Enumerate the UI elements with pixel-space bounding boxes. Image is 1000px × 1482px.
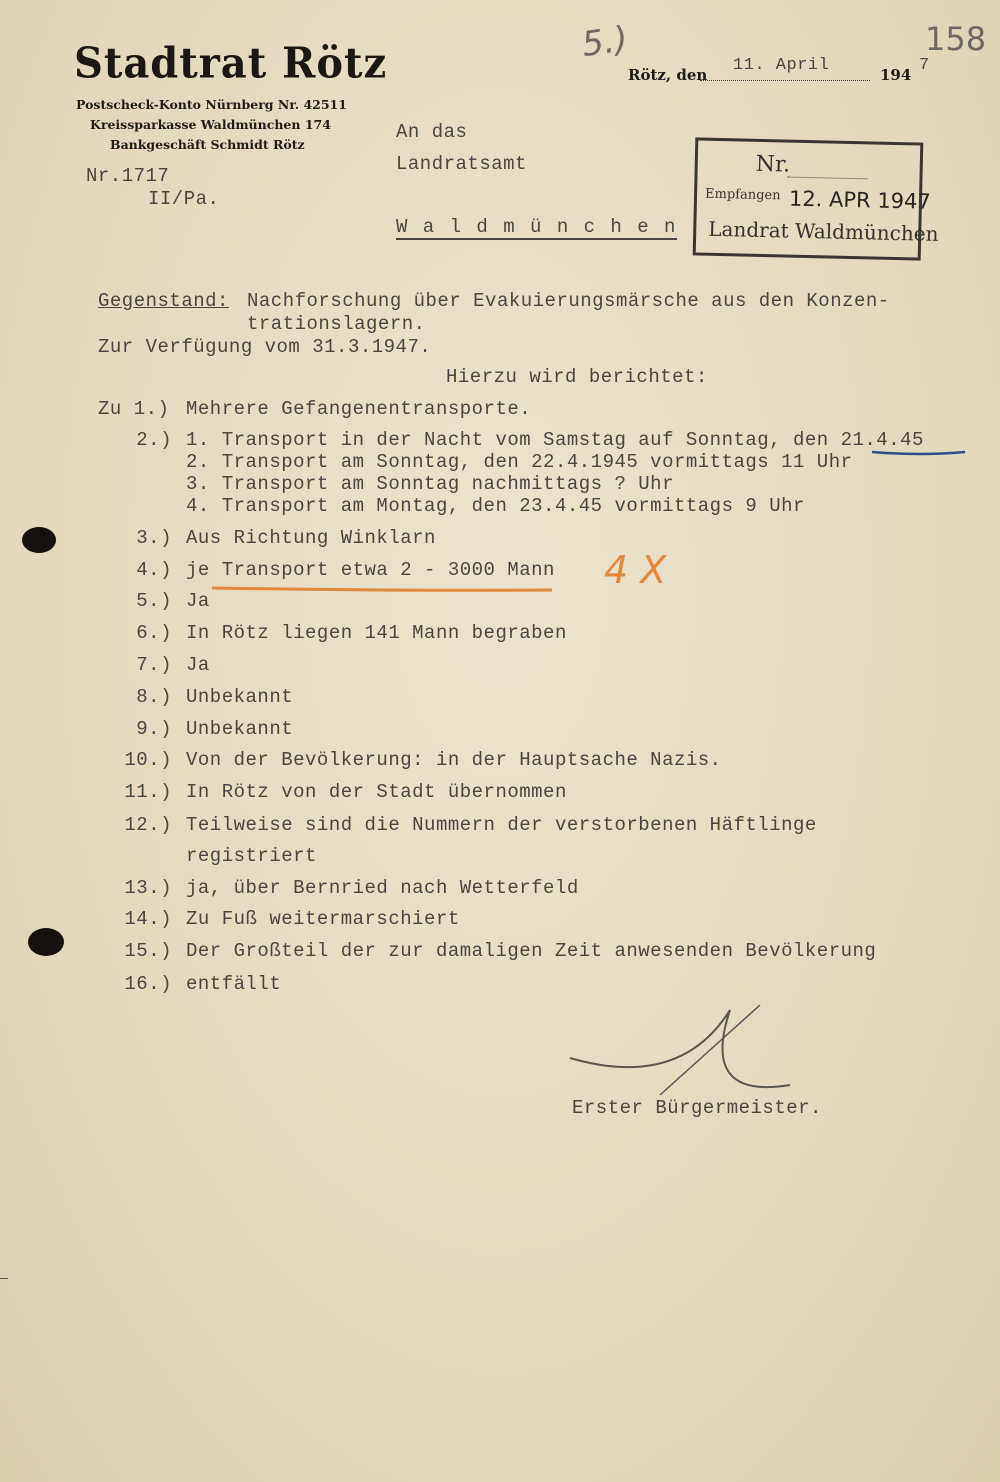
item-number: 8.) [136,686,172,708]
item-text: Unbekannt [186,686,294,708]
item-number: 3.) [136,527,172,549]
item-number: 4.) [136,559,172,581]
date-value: 11. April [733,56,830,75]
item-number: 5.) [136,590,172,612]
item-text: Der Großteil der zur damaligen Zeit anwesenden Bevölkerung [186,940,877,962]
edge-fold-mark [0,1278,8,1279]
item-text: 2. Transport am Sonntag, den 22.4.1945 vormittags 11 Uhr [186,451,853,473]
item-text: registriert [186,845,317,867]
item-number: 14.) [124,908,172,930]
recipient-line2: Landratsamt [396,153,527,175]
recipient-line3: W a l d m ü n c h e n [396,216,678,238]
subject-line2: trationslagern. [247,313,426,335]
item-number: 6.) [136,622,172,644]
recipient-line1: An das [396,121,468,143]
item-text: 1. Transport in der Nacht vom Samstag auf Sonntag, den 21.4.45 [186,429,924,451]
punch-hole [22,527,56,553]
report-intro: Hierzu wird berichtet: [446,366,708,388]
item-text: In Rötz von der Stadt übernommen [186,781,567,803]
date-year-suffix: 7 [919,56,930,75]
date-year-prefix: 194 [880,66,912,84]
item-number: Zu 1.) [98,398,170,420]
item-number: 11.) [124,781,172,803]
item-number: 12.) [124,814,172,836]
letterhead-sparkasse: Kreissparkasse Waldmünchen 174 [90,117,331,132]
pencil-top-mark: 5.) [579,19,631,65]
date-place: Rötz, den [628,66,708,84]
item-text: Ja [186,654,210,676]
item-number: 7.) [136,654,172,676]
item-number: 15.) [124,940,172,962]
item-text: Aus Richtung Winklarn [186,527,436,549]
stamp-nr-label: Nr. [755,151,791,178]
blue-underline-mark [872,452,965,454]
orange-underline-mark [212,588,552,590]
item-text: 4. Transport am Montag, den 23.4.45 vormittags 9 Uhr [186,495,805,517]
letterhead-bank: Bankgeschäft Schmidt Rötz [110,137,305,152]
item-text: Mehrere Gefangenentransporte. [186,398,532,420]
page-number: 158 [925,20,987,58]
signature-stroke [660,1005,760,1095]
item-number: 2.) [136,429,172,451]
item-text: In Rötz liegen 141 Mann begraben [186,622,567,644]
signature-mark [570,1010,790,1087]
signature-title: Erster Bürgermeister. [572,1097,822,1119]
stamp-received-label: Empfangen [704,186,781,204]
punch-hole [28,928,64,956]
item-text: Ja [186,590,210,612]
item-text: Unbekannt [186,718,294,740]
item-number: 10.) [124,749,172,771]
item-number: 16.) [124,973,172,995]
item-text: 3. Transport am Sonntag nachmittags ? Uhr [186,473,674,495]
letterhead-postscheck: Postscheck-Konto Nürnberg Nr. 42511 [76,97,347,112]
subject-reference: Zur Verfügung vom 31.3.1947. [98,336,432,358]
file-number: Nr.1717 [86,165,170,187]
item-text: entfällt [186,973,282,995]
item-number: 13.) [124,877,172,899]
item-text: Zu Fuß weitermarschiert [186,908,460,930]
subject-line1: Nachforschung über Evakuierungsmärsche aus den Konzen- [247,290,890,312]
item-text: Teilweise sind die Nummern der verstorbenen Häftlinge [186,814,817,836]
item-text: Von der Bevölkerung: in der Hauptsache Nazis. [186,749,722,771]
stamp-received-date: 12. APR 1947 [788,186,932,214]
item-text: je Transport etwa 2 - 3000 Mann [186,559,555,581]
file-code: II/Pa. [148,188,220,210]
item-number: 9.) [136,718,172,740]
subject-label: Gegenstand: [98,290,229,312]
stamp-office: Landrat Waldmünchen [708,216,939,246]
orange-pencil-mark: 4 X [604,548,667,592]
letterhead-title: Stadtrat Rötz [74,38,388,89]
item-text: ja, über Bernried nach Wetterfeld [186,877,579,899]
